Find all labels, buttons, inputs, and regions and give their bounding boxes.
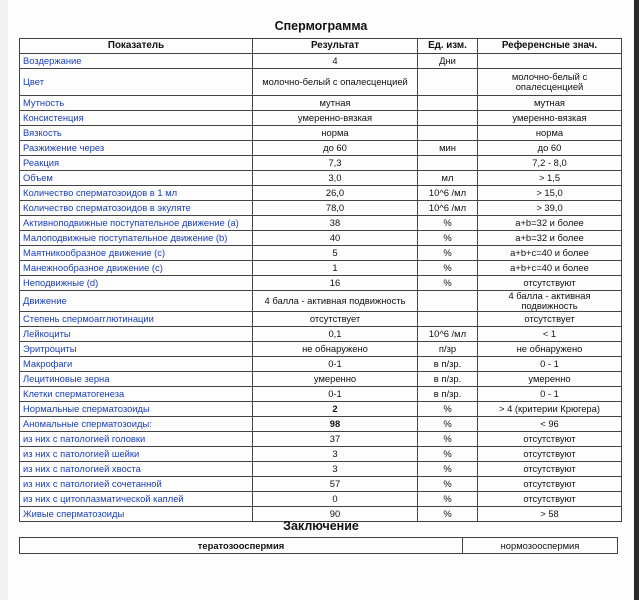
row-indicator: Движение — [20, 291, 253, 312]
table-row — [20, 342, 622, 357]
row-reference: отсутствуют — [478, 432, 622, 447]
table-row — [20, 417, 622, 432]
row-indicator: Количество сперматозоидов в 1 мл — [20, 186, 253, 201]
table-row — [20, 216, 622, 231]
row-reference: > 4 (критерии Крюгера) — [478, 402, 622, 417]
row-reference: умеренно-вязкая — [478, 111, 622, 126]
row-reference: 7,2 - 8,0 — [478, 156, 622, 171]
row-reference: отсутствуют — [478, 447, 622, 462]
table-row — [20, 387, 622, 402]
report-sheet — [8, 0, 634, 600]
table-row — [20, 111, 622, 126]
row-result: отсутствует — [253, 312, 418, 327]
row-indicator: Неподвижные (d) — [20, 276, 253, 291]
table-row — [20, 276, 622, 291]
row-indicator: Макрофаги — [20, 357, 253, 372]
row-indicator: Разжижение через — [20, 141, 253, 156]
row-result: 2 — [253, 402, 418, 417]
row-reference: умеренно — [478, 372, 622, 387]
row-unit — [418, 69, 478, 96]
row-reference: отсутствуют — [478, 477, 622, 492]
row-indicator: Эритроциты — [20, 342, 253, 357]
row-reference: норма — [478, 126, 622, 141]
row-result: мутная — [253, 96, 418, 111]
table-row — [20, 126, 622, 141]
table-header-row — [20, 39, 622, 54]
row-result: 3 — [253, 447, 418, 462]
table-row — [20, 156, 622, 171]
conclusion-title: Заключение — [283, 519, 359, 533]
row-result: 5 — [253, 246, 418, 261]
row-result: 4 — [253, 54, 418, 69]
row-reference: до 60 — [478, 141, 622, 156]
table-row — [20, 327, 622, 342]
row-unit — [418, 126, 478, 141]
row-unit: п/зр — [418, 342, 478, 357]
header-indicator: Показатель — [20, 39, 253, 54]
row-indicator: Лецитиновые зерна — [20, 372, 253, 387]
row-indicator: Воздержание — [20, 54, 253, 69]
row-indicator: Количество сперматозоидов в экуляте — [20, 201, 253, 216]
row-indicator: Лейкоциты — [20, 327, 253, 342]
row-unit: % — [418, 261, 478, 276]
row-result: 38 — [253, 216, 418, 231]
row-reference: > 39,0 — [478, 201, 622, 216]
row-result: до 60 — [253, 141, 418, 156]
row-result: 37 — [253, 432, 418, 447]
row-indicator: из них с патологией шейки — [20, 447, 253, 462]
row-result: 40 — [253, 231, 418, 246]
row-indicator: Манежнообразное движение (c) — [20, 261, 253, 276]
row-reference: 0 - 1 — [478, 387, 622, 402]
row-indicator: Объем — [20, 171, 253, 186]
row-result: умеренно-вязкая — [253, 111, 418, 126]
table-row — [20, 96, 622, 111]
table-row — [20, 201, 622, 216]
row-result: 0,1 — [253, 327, 418, 342]
row-result: 1 — [253, 261, 418, 276]
results-table — [19, 38, 622, 522]
table-row — [20, 291, 622, 312]
row-unit: в п/зр. — [418, 387, 478, 402]
table-row — [20, 462, 622, 477]
row-reference: молочно-белый с опалесценцией — [478, 69, 622, 96]
row-reference: 0 - 1 — [478, 357, 622, 372]
row-indicator: Вязкость — [20, 126, 253, 141]
row-unit — [418, 96, 478, 111]
row-indicator: Живые сперматозоиды — [20, 507, 253, 522]
row-result: умеренно — [253, 372, 418, 387]
row-unit: % — [418, 477, 478, 492]
row-unit: мин — [418, 141, 478, 156]
row-result: 0 — [253, 492, 418, 507]
row-indicator: Консистенция — [20, 111, 253, 126]
row-reference: 4 балла - активная подвижность — [478, 291, 622, 312]
row-indicator: из них с патологией головки — [20, 432, 253, 447]
row-unit: % — [418, 402, 478, 417]
header-reference: Референсные знач. — [478, 39, 622, 54]
table-row — [20, 492, 622, 507]
header-result: Результат — [253, 39, 418, 54]
row-reference: > 15,0 — [478, 186, 622, 201]
row-indicator: из них с цитоплазматической каплей — [20, 492, 253, 507]
row-reference: > 58 — [478, 507, 622, 522]
report-title: Спермограмма — [274, 19, 368, 33]
table-row — [20, 312, 622, 327]
row-reference — [478, 54, 622, 69]
row-unit: % — [418, 462, 478, 477]
table-row — [20, 372, 622, 387]
table-body — [20, 54, 622, 522]
table-row — [20, 69, 622, 96]
row-indicator: Маятникообразное движение (c) — [20, 246, 253, 261]
row-unit — [418, 156, 478, 171]
row-result: молочно-белый с опалесценцией — [253, 69, 418, 96]
row-result: 57 — [253, 477, 418, 492]
row-reference: отсутствуют — [478, 492, 622, 507]
row-unit — [418, 312, 478, 327]
row-indicator: Цвет — [20, 69, 253, 96]
row-reference: < 1 — [478, 327, 622, 342]
row-unit: % — [418, 216, 478, 231]
row-unit: 10^6 /мл — [418, 201, 478, 216]
row-reference: a+b+c=40 и более — [478, 246, 622, 261]
row-result: не обнаружено — [253, 342, 418, 357]
table-row — [20, 171, 622, 186]
row-indicator: Мутность — [20, 96, 253, 111]
row-unit: в п/зр. — [418, 357, 478, 372]
table-row — [20, 447, 622, 462]
row-indicator: из них с патологией сочетанной — [20, 477, 253, 492]
row-indicator: Реакция — [20, 156, 253, 171]
row-reference: > 1,5 — [478, 171, 622, 186]
row-unit: % — [418, 231, 478, 246]
header-unit: Ед. изм. — [418, 39, 478, 54]
row-indicator: Степень спермоагглютинации — [20, 312, 253, 327]
row-indicator: Нормальные сперматозоиды — [20, 402, 253, 417]
table-row — [20, 186, 622, 201]
row-indicator: Аномальные сперматозоиды: — [20, 417, 253, 432]
row-unit: % — [418, 432, 478, 447]
row-result: норма — [253, 126, 418, 141]
row-reference: a+b+c=40 и более — [478, 261, 622, 276]
row-unit — [418, 291, 478, 312]
row-unit: % — [418, 246, 478, 261]
row-result: 0-1 — [253, 357, 418, 372]
row-result: 0-1 — [253, 387, 418, 402]
row-indicator: Клетки сперматогенеза — [20, 387, 253, 402]
row-unit: в п/зр. — [418, 372, 478, 387]
table-row — [20, 261, 622, 276]
row-result: 3 — [253, 462, 418, 477]
row-unit: Дни — [418, 54, 478, 69]
table-row — [20, 231, 622, 246]
table-row — [20, 357, 622, 372]
page-edge — [634, 0, 639, 600]
row-reference: a+b=32 и более — [478, 216, 622, 231]
row-result: 98 — [253, 417, 418, 432]
row-result: 16 — [253, 276, 418, 291]
row-result: 90 — [253, 507, 418, 522]
table-row — [20, 477, 622, 492]
row-unit: 10^6 /мл — [418, 327, 478, 342]
table-row — [20, 402, 622, 417]
row-unit: 10^6 /мл — [418, 186, 478, 201]
table-row — [20, 246, 622, 261]
row-reference: a+b=32 и более — [478, 231, 622, 246]
conclusion-result: тератозооспермия — [20, 538, 463, 554]
row-reference: отсутствуют — [478, 462, 622, 477]
row-result: 3,0 — [253, 171, 418, 186]
row-reference: отсутствует — [478, 312, 622, 327]
row-unit: % — [418, 276, 478, 291]
row-unit: % — [418, 417, 478, 432]
row-unit: % — [418, 492, 478, 507]
row-indicator: Активноподвижные поступательное движение (a) — [20, 216, 253, 231]
table-row — [20, 141, 622, 156]
row-unit — [418, 111, 478, 126]
row-unit: мл — [418, 171, 478, 186]
table-row — [20, 54, 622, 69]
row-reference: отсутствуют — [478, 276, 622, 291]
conclusion-reference: нормозооспермия — [463, 538, 618, 554]
conclusion-row — [20, 538, 618, 554]
row-result: 4 балла - активная подвижность — [253, 291, 418, 312]
row-unit: % — [418, 507, 478, 522]
row-result: 78,0 — [253, 201, 418, 216]
row-unit: % — [418, 447, 478, 462]
row-reference: мутная — [478, 96, 622, 111]
conclusion-table — [19, 537, 618, 554]
row-indicator: Малоподвижные поступательное движение (b) — [20, 231, 253, 246]
row-indicator: из них с патологией хвоста — [20, 462, 253, 477]
row-result: 26,0 — [253, 186, 418, 201]
row-reference: < 96 — [478, 417, 622, 432]
row-reference: не обнаружено — [478, 342, 622, 357]
row-result: 7,3 — [253, 156, 418, 171]
table-row — [20, 432, 622, 447]
